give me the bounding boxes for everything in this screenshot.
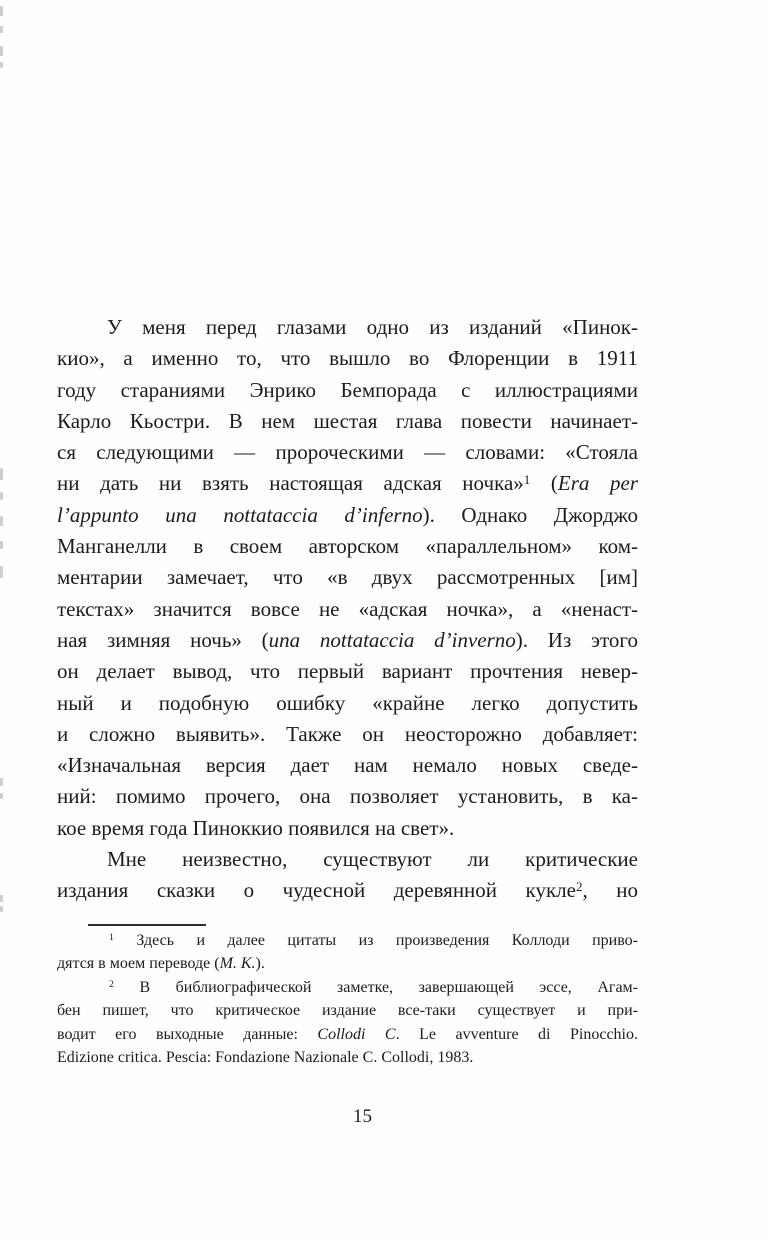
scan-artifact xyxy=(0,26,3,33)
body-line-2 xyxy=(57,343,638,374)
text-run: ний: помимо прочего, она позволяет установить, в ка- xyxy=(57,784,638,809)
scan-artifact xyxy=(0,516,3,526)
body-line-3 xyxy=(57,375,638,406)
scan-artifact xyxy=(0,492,3,500)
italic-text: Collodi C xyxy=(317,1025,396,1043)
text-run: году стараниями Энрико Бемпорада с иллюстрациями xyxy=(57,377,638,402)
scan-artifact xyxy=(0,793,3,799)
footnote-line-6 xyxy=(57,1046,638,1069)
body-line-17 xyxy=(57,813,638,844)
text-run: . Le avventure di Pinocchio. xyxy=(395,1025,638,1043)
text-run: ( xyxy=(530,471,558,496)
text-run: ). Однако Джорджо xyxy=(422,502,639,527)
text-run: Карло Кьостри. В нем шестая глава повести начинает- xyxy=(57,408,638,433)
body-line-12 xyxy=(57,656,638,687)
italic-text: Era per xyxy=(557,471,639,496)
body-line-6 xyxy=(57,468,638,499)
scan-artifact xyxy=(0,778,3,786)
italic-text: М. К. xyxy=(219,955,256,973)
footnote-line-5 xyxy=(57,1023,638,1046)
text-run: водит его выходные данные: xyxy=(57,1025,318,1043)
text-run: ся следующими — пророческими — словами: «Стояла xyxy=(57,440,638,465)
text-run: ). Из этого xyxy=(515,627,638,652)
footnote-marker: 1 xyxy=(109,932,114,944)
text-run: Мне неизвестно, существуют ли критические xyxy=(107,847,638,872)
page-number-value: 15 xyxy=(353,1106,372,1127)
footnote-marker: 2 xyxy=(109,978,114,990)
text-run: Здесь и далее цитаты из произведения Коллоди приво- xyxy=(113,932,638,949)
body-line-11 xyxy=(57,625,638,656)
footnote-separator xyxy=(88,924,206,926)
text-run: «Изначальная версия дает нам немало новых сведе- xyxy=(57,753,638,778)
footnote-marker: 1 xyxy=(523,471,531,487)
scan-artifact xyxy=(0,6,3,16)
text-run: ный и подобную ошибку «крайне легко допустить xyxy=(57,690,638,715)
text-run: ни дать ни взять настоящая адская ночка» xyxy=(57,471,524,496)
body-text xyxy=(57,312,638,907)
body-line-18 xyxy=(57,844,638,875)
italic-text: una nottataccia d’inverno xyxy=(268,627,516,652)
text-run: ). xyxy=(255,955,265,973)
text-run: кио», а именно то, что вышло во Флоренции в 1911 xyxy=(57,346,638,371)
text-run: он делает вывод, что первый вариант прочтения невер- xyxy=(57,659,638,684)
footnote-line-3 xyxy=(57,976,638,999)
text-run: дятся в моем переводе ( xyxy=(57,955,220,973)
text-run: У меня перед глазами одно из изданий «Пинок- xyxy=(107,315,638,339)
text-run: ментарии замечает, что «в двух рассмотренных [им] xyxy=(57,565,638,590)
footnotes xyxy=(57,929,638,1069)
text-run: Манганелли в своем авторском «параллельном» ком- xyxy=(57,534,638,559)
scan-artifact xyxy=(0,62,3,68)
text-run: ная зимняя ночь» ( xyxy=(57,627,269,652)
scan-artifact xyxy=(0,541,3,549)
body-line-14 xyxy=(57,719,638,750)
text-run: В библиографической заметке, завершающей эссе, Агам- xyxy=(113,978,638,996)
body-line-7 xyxy=(57,500,638,531)
body-line-13 xyxy=(57,688,638,719)
scan-artifact xyxy=(0,895,3,902)
body-line-1 xyxy=(57,312,638,343)
body-line-15 xyxy=(57,750,638,781)
scan-artifact xyxy=(0,906,3,912)
text-run: издания сказки о чудесной деревянной кукле xyxy=(57,878,576,903)
text-run: и сложно выявить». Также он неосторожно добавляет: xyxy=(57,721,638,746)
body-line-10 xyxy=(57,594,638,625)
footnote-line-1 xyxy=(57,929,638,952)
body-line-5 xyxy=(57,437,638,468)
footnote-line-4 xyxy=(57,999,638,1022)
scan-artifact xyxy=(0,46,3,56)
footnote-line-2 xyxy=(57,952,638,975)
text-run: бен пишет, что критическое издание все-таки существует и при- xyxy=(57,1002,638,1020)
text-run: кое время года Пиноккио появился на свет». xyxy=(57,815,455,840)
body-line-8 xyxy=(57,531,638,562)
italic-text: l’appunto una nottataccia d’inferno xyxy=(57,502,423,527)
body-line-4 xyxy=(57,406,638,437)
body-line-16 xyxy=(57,781,638,812)
page-number xyxy=(57,1106,638,1128)
scan-artifact xyxy=(0,468,3,480)
text-run: , но xyxy=(582,878,638,903)
footnote-marker: 2 xyxy=(575,878,583,894)
body-line-9 xyxy=(57,562,638,593)
text-run: текстах» значится вовсе не «адская ночка», а «ненаст- xyxy=(57,596,638,621)
body-line-19 xyxy=(57,875,638,906)
text-run: Edizione critica. Pescia: Fondazione Nazionale C. Collodi, 1983. xyxy=(57,1049,474,1067)
scan-artifact xyxy=(0,566,3,578)
